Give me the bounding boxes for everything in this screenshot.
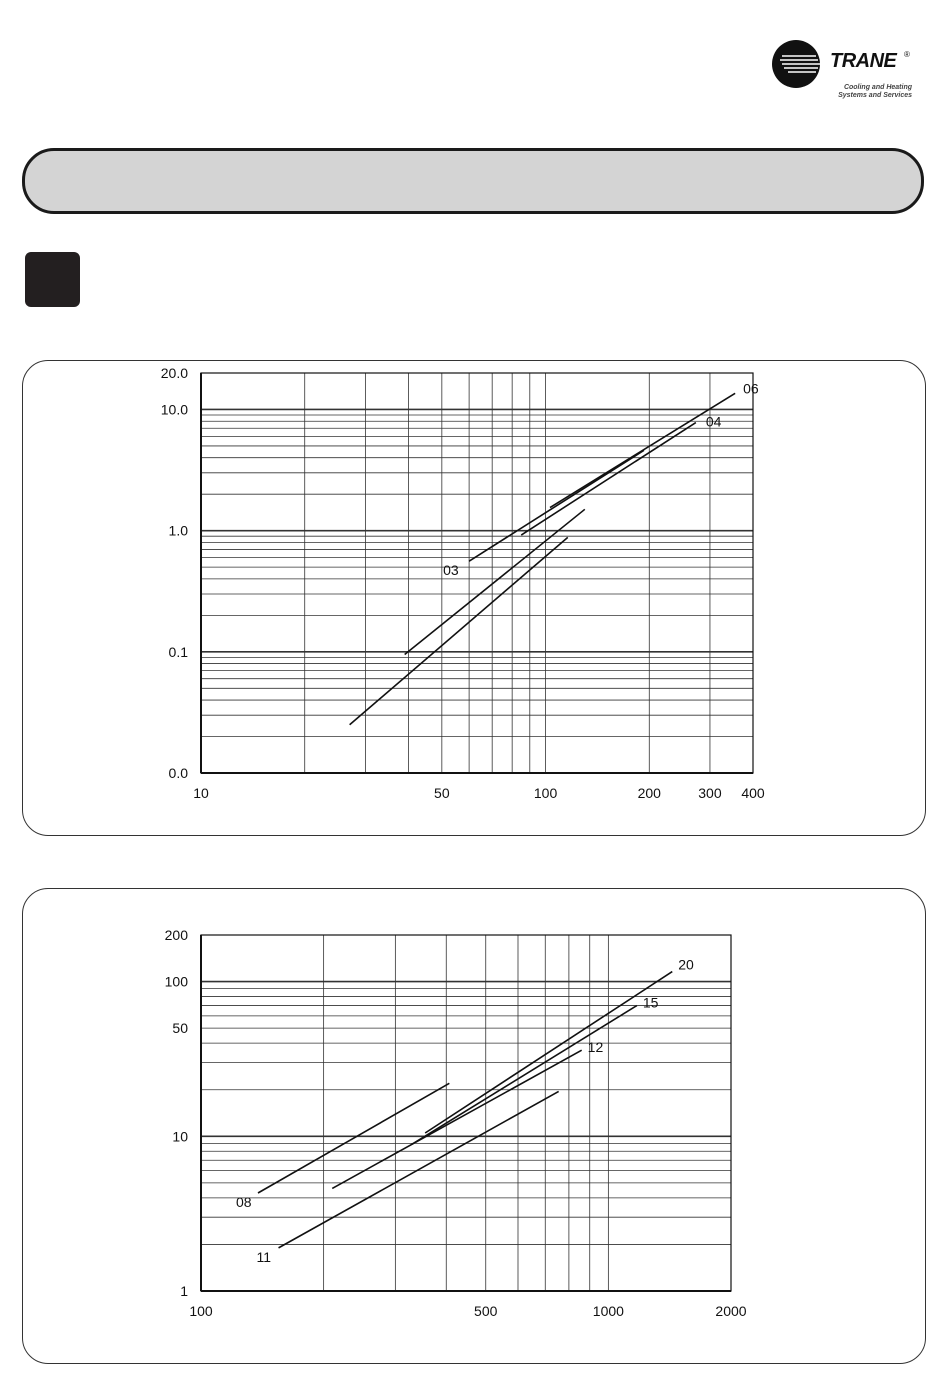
y-tick-label: 0.1: [168, 643, 188, 660]
x-tick-label: 200: [637, 785, 661, 801]
series-line: [332, 1050, 581, 1188]
chart-panel-2: [22, 888, 926, 1364]
section-marker: [25, 252, 80, 307]
series-line: [469, 450, 644, 561]
series-line: [425, 972, 672, 1133]
series-label: 20: [678, 956, 694, 973]
trane-globe-logo-icon: [770, 38, 822, 90]
registered-mark: ®: [904, 50, 910, 59]
tagline-line-1: Cooling and Heating: [843, 84, 912, 91]
y-tick-label: 200: [164, 927, 188, 943]
y-tick-label: 10.0: [160, 401, 188, 418]
brand-name: TRANE: [830, 50, 897, 72]
tagline-line-2: Systems and Services: [838, 92, 912, 99]
chart-panel-1: [22, 360, 926, 836]
x-tick-label: 100: [533, 785, 558, 801]
x-tick-label: 1000: [592, 1303, 624, 1319]
series-label: 04: [705, 413, 722, 430]
grid: [201, 935, 731, 1291]
trane-logo: [770, 38, 920, 104]
series-label: 15: [642, 994, 659, 1011]
x-tick-label: 500: [474, 1303, 498, 1319]
series-label: 03: [443, 562, 459, 579]
section-title-bar: [22, 148, 924, 214]
x-tick-label: 100: [189, 1303, 213, 1319]
y-tick-label: 0.0: [168, 765, 188, 781]
series-label: 06: [743, 380, 759, 397]
x-tick-label: 2000: [715, 1303, 747, 1319]
y-tick-label: 50: [172, 1020, 188, 1037]
x-tick-label: 50: [434, 785, 450, 801]
x-tick-label: 300: [698, 785, 722, 801]
y-tick-label: 10: [172, 1128, 188, 1145]
y-tick-label: 20.0: [160, 365, 188, 381]
y-tick-label: 100: [164, 973, 188, 990]
brand-tagline: [822, 84, 912, 100]
series-label: 12: [587, 1039, 604, 1056]
series-label: 11: [256, 1248, 272, 1265]
series-line: [279, 1091, 559, 1247]
x-tick-label: 400: [741, 785, 765, 801]
pressure-drop-chart-2: [23, 889, 927, 1365]
series-label: 08: [235, 1193, 252, 1210]
y-tick-label: 1: [180, 1283, 188, 1299]
series-line: [521, 423, 696, 535]
pressure-drop-chart-1: [23, 361, 927, 837]
y-tick-label: 1.0: [168, 522, 188, 539]
x-tick-label: 10: [193, 785, 209, 801]
